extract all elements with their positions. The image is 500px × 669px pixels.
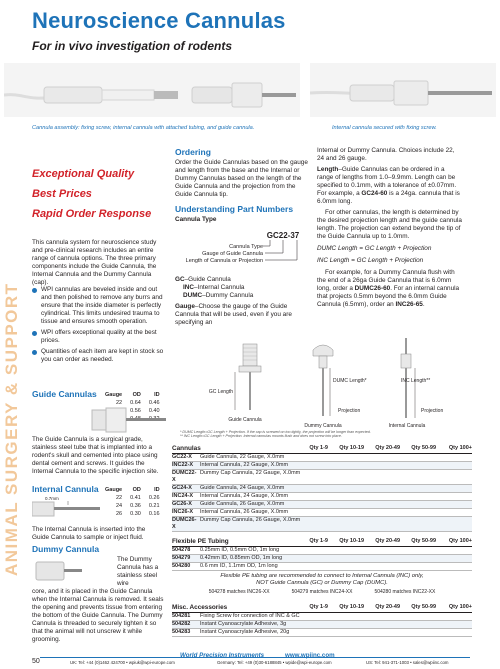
dummy-cannula-image — [34, 556, 84, 586]
company-name: World Precision Instruments — [180, 652, 265, 659]
part-number-diagram — [175, 226, 311, 274]
table-row: 24 0.36 0.21 — [116, 503, 160, 509]
cannulas-table: Cannulas Qty 1-9 Qty 10-19 Qty 20-49 Qty 50-99 Qty 100+ GC22-X Guide Cannula, 22 Gauge, X.0mm INC22-X Internal Cannula, 22 Gauge, X.0mm DUMC22-X Dummy Cap Cannula, 22 Gauge, X.0mm GC24-X Guide Cannula, 24 Gauge, X.0mm INC24-X Internal Cannula, 24 Gauge, X.0mm GC26-X Guide Cannula, 26 Gauge, X.0mm INC26-X Internal Cannula, 26 Gauge, X.0mm DUMC26-X Dummy Cap Cannula, 26 Gauge, X.0mm — [172, 445, 472, 530]
table-row: 22 0.64 0.46 — [116, 400, 160, 406]
page-footer — [0, 654, 500, 669]
table-row: INC24-X Internal Cannula, 24 Gauge, X.0mm — [172, 493, 472, 501]
contact-de: Germany: Tel: +49 (0)30-6188845 • wpide@wpi-europe.com — [217, 660, 332, 665]
dummy-cannula-heading: Dummy Cannula — [32, 544, 100, 554]
slogan-response: Rapid Order Response — [32, 208, 152, 220]
type-gc: GC–Guide Cannula — [175, 276, 231, 283]
dummy-cannula-text-narrow: The Dummy Cannula has a stainless steel wire — [117, 556, 159, 587]
table-row: INC26-X Internal Cannula, 26 Gauge, X.0mm — [172, 509, 472, 517]
table-row: INC22-X Internal Cannula, 22 Gauge, X.0mm — [172, 462, 472, 470]
guide-cannulas-heading: Guide Cannulas — [32, 389, 97, 399]
dimension-label: 0.7mm — [45, 496, 59, 501]
internal-cannula-image — [32, 496, 102, 522]
type-dumc: DUMC–Dummy Cannula — [183, 292, 254, 299]
page-title: Neuroscience Cannulas — [32, 8, 286, 33]
middle-column — [175, 147, 311, 224]
example-text: For example, for a Dummy Cannula flush with the end of a 26ga Guide Cannula that is 6.0mm long, order a DUMC26-60. For an internal cannula that projects 0.5mm beyond the 6.0mm Guide Cannula (6.5mm), order an INC26-65. — [317, 269, 460, 308]
list-item: WPI offers exceptional quality at the best prices. — [32, 329, 164, 345]
table-row: 22 0.41 0.26 — [116, 495, 160, 501]
photo-caption-right: Internal cannula secured with fixing screw. — [332, 125, 437, 131]
side-banner: ANIMAL SURGERY & SUPPORT — [2, 282, 21, 576]
label-dumc-length: DUMC Length* — [333, 378, 367, 384]
photo-caption-left: Cannula assembly: fixing screw, internal cannula with attached tubing, and guide cannula. — [32, 125, 255, 131]
internal-cannula-heading: Internal Cannula — [32, 484, 99, 494]
table-row: GC24-X Guide Cannula, 24 Gauge, X.0mm — [172, 485, 472, 493]
tubing-matches: 504278 matches INC26-XX 504279 matches INC24-XX 504280 matches INC22-XX — [208, 589, 436, 595]
table-row: 504281 Fixing Screw for connection of INC & GC — [172, 613, 472, 621]
label-length: Length of Cannula or Projection — [185, 258, 263, 264]
caption-internal: Internal Cannula — [388, 423, 426, 429]
length-text: Length–Guide Cannulas can be ordered in a range of lengths from 1.0–9.9mm. Length can be specified to 0.1mm, with a tolerance of ±0.07mm. For example, a GC24-60 is a 24ga. cannula that is 6.0mm long. — [317, 166, 460, 205]
guide-spec-table: Gauge OD ID 22 0.64 0.46 0.56 0.40 — [100, 390, 165, 424]
contact-us: US: Tel: 941-371-1003 • sales@wpiinc.com — [366, 660, 449, 665]
table-row: DUMC26-X Dummy Cap Cannula, 26 Gauge, X.0mm — [172, 517, 472, 532]
gauge-text: Gauge–Choose the gauge of the Guide Cannula that will be used, even if you are specifying an — [175, 303, 292, 326]
table-row: 504279 0.42mm ID, 0.85mm OD, 1m long — [172, 555, 472, 563]
table-row: DUMC22-X Dummy Cap Cannula, 22 Gauge, X.0mm — [172, 470, 472, 485]
guide-cannula-image — [32, 406, 168, 434]
table-row: 504278 0.25mm ID, 0.5mm OD, 1m long — [172, 547, 472, 555]
ordering-heading: Ordering — [175, 147, 211, 157]
table-row: 504280 0.6 mm ID, 1.1mm OD, 1m long — [172, 563, 472, 571]
label-projection-2: Projection — [421, 408, 444, 414]
label-cannula-type: Cannula Type — [229, 244, 263, 250]
tubing-note: Flexible PE tubing are recommended to connect to Internal Cannula (INC) only, NOT Guide Cannula (GC) or Dummy Cap (DUMC). — [220, 573, 424, 586]
company-url[interactable]: www.wpiinc.com — [285, 652, 335, 659]
label-projection-1: Projection — [338, 408, 361, 414]
table-row: GC26-X Guide Cannula, 26 Gauge, X.0mm — [172, 501, 472, 509]
table-row: 0.56 0.40 — [130, 408, 160, 414]
dummy-cannula-text: core, and it is placed in the Guide Cannula when the Internal Cannula is removed. It seals the opening and prevents tissue from entering the bottom of the Guide Cannula. The Dummy Cannula is threaded to securely tighten it so that the animal will not unscrew it while grooming. — [32, 588, 164, 643]
cannula-length-diagram — [175, 338, 475, 430]
intro-text: This cannula system for neuroscience study and pre-clinical research includes an entire range of cannula options. The three primary components include the Guide Cannula, the Internal Cannula and the Dummy Cannula (cap). — [32, 239, 157, 286]
type-inc: INC–Internal Cannula — [183, 284, 245, 291]
table-row: GC22-X Guide Cannula, 22 Gauge, X.0mm — [172, 454, 472, 462]
caption-dummy: Dummy Cannula — [304, 423, 342, 429]
internal-cannula-drawing — [389, 338, 444, 429]
guide-cannula-drawing — [209, 344, 262, 423]
contact-uk: UK: Tel: +44 (0)1462 424700 • wpiuk@wpi-europe.com — [70, 660, 175, 665]
dummy-cannula-drawing — [304, 345, 366, 429]
slogan-prices: Best Prices — [32, 188, 92, 200]
misc-table: Misc. Accessories Qty 1-9 Qty 10-19 Qty 20-49 Qty 50-99 Qty 100+ 504281 Fixing Screw for connection of INC & GC 504282 Instant Cyanoacrylate Adhesive, 3g 504283 Instant Cyanoacrylate Adhesive, 20g — [172, 604, 472, 635]
choices-text: Internal or Dummy Cannula. Choices include 22, 24 and 26 gauge. — [317, 147, 455, 162]
caption-guide: Guide Cannula — [228, 417, 262, 423]
internal-spec-table: Gauge OD ID 22 0.41 0.26 24 0.36 0.21 26 0.30 0.16 — [100, 485, 165, 519]
right-column — [317, 147, 462, 309]
guide-cannula-text: The Guide Cannula is a surgical grade, stainless steel tube that is implanted into a rodent's skull and cemented into place using dental cement and screws. It guides the Internal Cannula to the specific injection site. — [32, 436, 159, 475]
table-row: 504282 Instant Cyanoacrylate Adhesive, 3g — [172, 621, 472, 629]
page-subtitle: For in vivo investigation of rodents — [32, 39, 233, 53]
page-number: 50 — [32, 658, 40, 665]
label-gc-length: GC Length — [208, 389, 233, 395]
cannula-assembly-photo — [4, 63, 300, 117]
label-inc-length: INC Length** — [401, 378, 431, 384]
secured-cannula-photo — [310, 63, 496, 117]
list-item: WPI cannulas are beveled inside and out and then polished to remove any burrs and ensure that the inside diameter is perfectly cylindrical. This limits undesired trauma to tissue and ensures smooth operation. — [32, 286, 164, 326]
cannula-type-label: Cannula Type — [175, 216, 217, 223]
formula-inc: INC Length = GC Length + Projection — [317, 257, 424, 264]
tubing-table: Flexible PE Tubing Qty 1-9 Qty 10-19 Qty 20-49 Qty 50-99 Qty 100+ 504278 0.25mm ID, 0.5mm OD, 1m long 504279 0.42mm ID, 0.85mm OD, 1m long 504280 0.6 mm ID, 1.1mm OD, 1m long Flexible PE tubing are recommended to connect to Internal Cannula (INC) only, NOT Guide Cannula (GC) or Dummy Cap (DUMC). 504278 matches INC26-XX 504279 matches INC24-XX 504280 matches INC22-XX — [172, 538, 472, 595]
internal-cannula-text: The Internal Cannula is inserted into the Guide Cannula to sample or inject fluid. — [32, 526, 146, 541]
table-row: 504283 Instant Cyanoacrylate Adhesive, 20g — [172, 629, 472, 637]
ordering-text: Order the Guide Cannulas based on the gauge and length from the base and the Internal or Dummy Cannulas based on the length of the Guide Cannula and the projection from the Guide Cannula tip. — [175, 159, 308, 198]
diagram-notes: * DUMC Length=GC Length + Projection. If the cap is screwed on too tightly, the projection will be longer than expected. ** INC Length=GC Length + Projection. Internal cannulas mounts flush and does not screw into place. — [180, 430, 371, 439]
table-row: 26 0.30 0.16 — [116, 511, 160, 517]
feature-list — [32, 286, 164, 367]
understanding-heading: Understanding Part Numbers — [175, 204, 294, 214]
label-gauge: Gauge of Guide Cannula — [202, 251, 263, 257]
list-item: Quantities of each item are kept in stock so you can order as needed. — [32, 348, 164, 364]
formula-dumc: DUMC Length = GC Length + Projection — [317, 245, 432, 252]
part-number-code: GC22-37 — [266, 231, 300, 240]
quality-slogans — [32, 164, 151, 224]
slogan-quality: Exceptional Quality — [32, 168, 135, 180]
projection-text: For other cannulas, the length is determined by the desired projection length and the guide cannula length. The projection can extend beyond the tip of the Guide Cannula up to 1.0mm. — [317, 209, 462, 240]
type-list — [175, 276, 311, 327]
